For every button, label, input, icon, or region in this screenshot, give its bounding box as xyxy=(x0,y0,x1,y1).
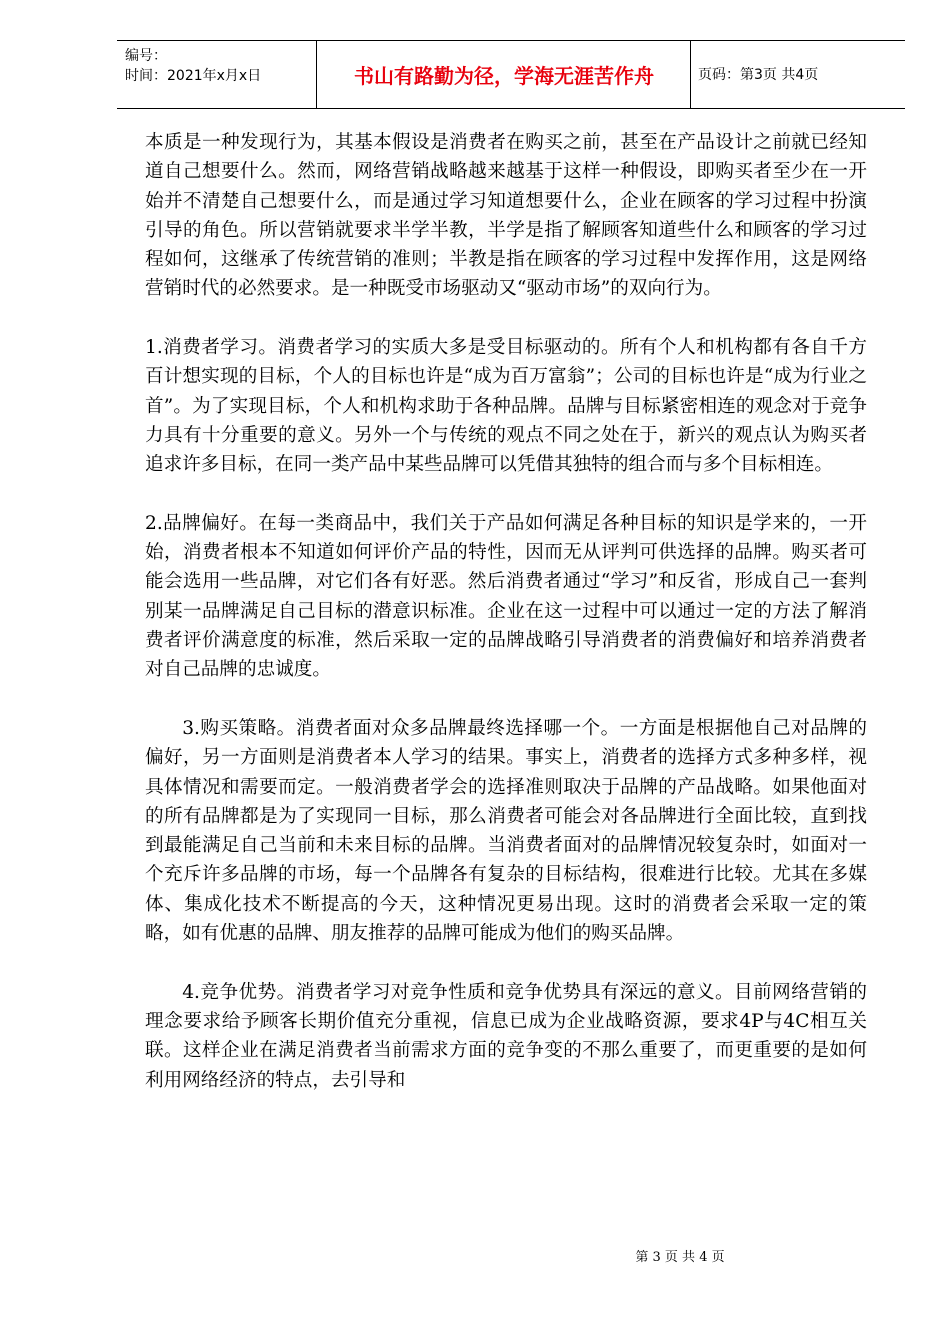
header-time-label: 时间：2021年x月x日 xyxy=(125,68,262,84)
header-motto: 书山有路勤为径，学海无涯苦作舟 xyxy=(354,63,654,88)
header-number-label: 编号： xyxy=(125,48,167,64)
header-meta xyxy=(125,46,315,86)
document-body xyxy=(145,128,867,1095)
header-divider-2 xyxy=(690,40,691,108)
paragraph-competitive-advantage: 4.竞争优势。消费者学习对竞争性质和竞争优势具有深远的意义。目前网络营销的理念要求给予顾客长期价值充分重视，信息已成为企业战略资源，要求4P与4C相互关联。这样企业在满足消费者当前需求方面的竞争变的不那么重要了，而更重要的是如何利用网络经济的特点，去引导和 xyxy=(145,981,867,1091)
paragraph-purchase-strategy: 3.购买策略。消费者面对众多品牌最终选择哪一个。一方面是根据他自己对品牌的偏好，另一方面则是消费者本人学习的结果。事实上，消费者的选择方式多种多样，视具体情况和需要而定。一般消费者学会的选择准则取决于品牌的产品战略。如果他面对的所有品牌都是为了实现同一目标，那么消费者可能会对各品牌进行全面比较，直到找到最能满足自己当前和未来目标的品牌。当消费者面对的品牌情况较复杂时，如面对一个充斥许多品牌的市场，每一个品牌各有复杂的目标结构，很难进行比较。尤其在多媒体、集成化技术不断提高的今天，这种情况更易出现。这时的消费者会采取一定的策略，如有优惠的品牌、朋友推荐的品牌可能成为他们的购买品牌。 xyxy=(145,717,867,945)
paragraph-consumer-learning: 1.消费者学习。消费者学习的实质大多是受目标驱动的。所有个人和机构都有各自千方百计想实现的目标，个人的目标也许是“成为百万富翁”；公司的目标也许是“成为行业之首”。为了实现目标，个人和机构求助于各种品牌。品牌与目标紧密相连的观念对于竞争力具有十分重要的意义。另外一个与传统的观点不同之处在于，新兴的观点认为购买者追求许多目标，在同一类产品中某些品牌可以凭借其独特的组合而与多个目标相连。 xyxy=(145,337,867,476)
header-page-indicator: 页码：第3页 共4页 xyxy=(698,67,819,83)
header-bottom-rule xyxy=(117,108,905,109)
paragraph-intro: 本质是一种发现行为，其基本假设是消费者在购买之前，甚至在产品设计之前就已经知道自己想要什么。然而，网络营销战略越来越基于这样一种假设，即购买者至少在一开始并不清楚自己想要什么，而是通过学习知道想要什么，企业在顾客的学习过程中扮演引导的角色。所以营销就要求半学半教，半学是指了解顾客知道些什么和顾客的学习过程如何，这继承了传统营销的准则；半教是指在顾客的学习过程中发挥作用，这是网络营销时代的必然要求。是一种既受市场驱动又“驱动市场”的双向行为。 xyxy=(145,132,867,300)
header-divider-1 xyxy=(316,40,317,108)
footer-page-number: 第 3 页 共 4 页 xyxy=(635,1250,725,1265)
paragraph-brand-preference: 2.品牌偏好。在每一类商品中，我们关于产品如何满足各种目标的知识是学来的，一开始，消费者根本不知道如何评价产品的特性，因而无从评判可供选择的品牌。购买者可能会选用一些品牌，对它们各有好恶。然后消费者通过“学习”和反省，形成自己一套判别某一品牌满足自己目标的潜意识标准。企业在这一过程中可以通过一定的方法了解消费者评价满意度的标准，然后采取一定的品牌战略引导消费者的消费偏好和培养消费者对自己品牌的忠诚度。 xyxy=(145,512,867,681)
